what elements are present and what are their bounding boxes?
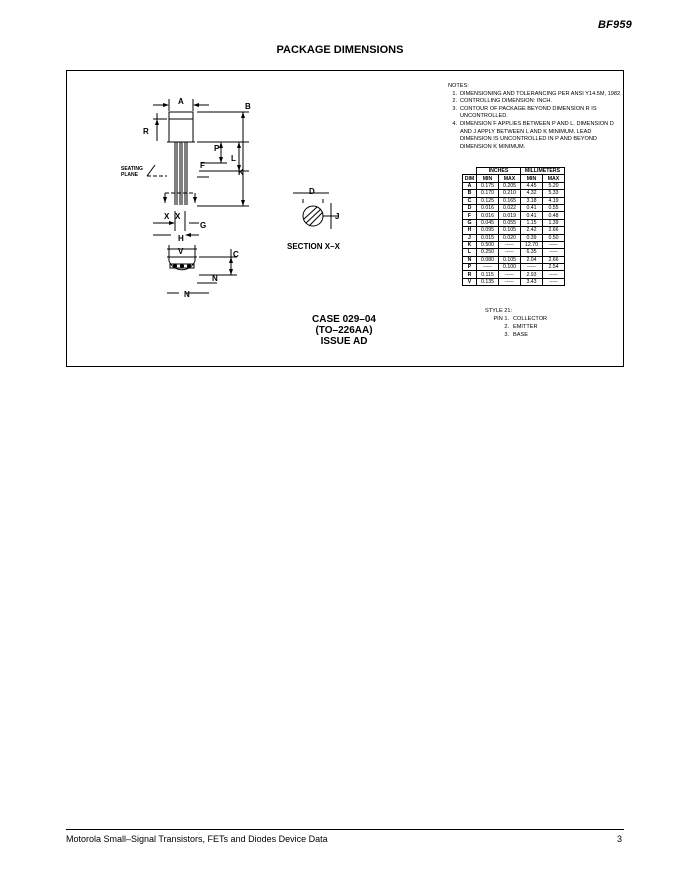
value-cell: 0.210: [499, 190, 521, 197]
value-cell: 1.39: [543, 219, 565, 226]
value-cell: 0.055: [499, 219, 521, 226]
value-cell: 0.015: [477, 234, 499, 241]
note-item: [448, 106, 623, 121]
dim-cell: P: [463, 264, 477, 271]
value-cell: 2.93: [521, 271, 543, 278]
table-row: [463, 190, 565, 197]
value-cell: -----: [543, 271, 565, 278]
dim-label-j: J: [335, 212, 340, 221]
column-header: MIN: [521, 175, 543, 182]
value-cell: -----: [499, 241, 521, 248]
value-cell: 0.39: [521, 234, 543, 241]
value-cell: 0.095: [477, 227, 499, 234]
dim-label-f: F: [200, 161, 205, 170]
note-number: 2.: [452, 98, 457, 105]
pin-style-block: [485, 307, 547, 339]
value-cell: 4.19: [543, 197, 565, 204]
pin-name: EMITTER: [513, 324, 538, 330]
table-row: [463, 182, 565, 189]
dim-cell: J: [463, 234, 477, 241]
pin-style-heading: STYLE 21:: [485, 308, 513, 314]
value-cell: 0.165: [499, 197, 521, 204]
value-cell: 4.32: [521, 190, 543, 197]
case-designation: [279, 314, 409, 347]
pin-number: PIN 1.: [493, 316, 509, 322]
footer-text: Motorola Small–Signal Transistors, FETs and Diodes Device Data: [66, 834, 328, 844]
value-cell: -----: [543, 278, 565, 285]
value-cell: 0.080: [477, 256, 499, 263]
value-cell: 0.022: [499, 204, 521, 211]
dim-label-g: G: [200, 221, 207, 230]
value-cell: 0.020: [499, 234, 521, 241]
value-cell: 0.135: [477, 278, 499, 285]
value-cell: 4.45: [521, 182, 543, 189]
note-text: CONTROLLING DIMENSION: INCH.: [460, 98, 552, 105]
case-number: CASE 029–04: [312, 314, 376, 325]
dim-label-k: K: [238, 168, 244, 177]
package-drawing-frame: [66, 70, 624, 367]
dim-cell: N: [463, 256, 477, 263]
dim-label-x1: X: [164, 212, 170, 221]
section-xx-label: SECTION X–X: [287, 242, 340, 251]
value-cell: 0.500: [477, 241, 499, 248]
value-cell: 0.41: [521, 204, 543, 211]
pin-row: [485, 323, 547, 331]
note-text: DIMENSIONING AND TOLERANCING PER ANSI Y14.5M, 1982.: [460, 90, 622, 97]
note-item: [448, 98, 623, 106]
dim-label-n2: N: [184, 290, 190, 299]
dim-label-v: V: [178, 247, 184, 256]
dimension-table: [462, 167, 565, 286]
dim-cell: C: [463, 197, 477, 204]
pin-name: BASE: [513, 332, 528, 338]
note-number: 1.: [452, 90, 457, 97]
footer-rule: [66, 829, 624, 830]
column-header: DIM: [463, 175, 477, 182]
value-cell: 2.42: [521, 227, 543, 234]
dim-cell: V: [463, 278, 477, 285]
dim-cell: R: [463, 271, 477, 278]
dim-label-n1: N: [212, 274, 218, 283]
pin-row: [485, 315, 547, 323]
case-package: (TO–226AA): [315, 325, 373, 336]
dim-label-b: B: [245, 102, 251, 111]
value-cell: 3.18: [521, 197, 543, 204]
value-cell: 0.115: [477, 271, 499, 278]
note-number: 4.: [452, 120, 457, 127]
note-number: 3.: [452, 105, 457, 112]
dim-label-p: P: [214, 144, 220, 153]
table-row: [463, 264, 565, 271]
value-cell: -----: [543, 249, 565, 256]
dimension-table-body: [463, 182, 565, 285]
note-text: CONTOUR OF PACKAGE BEYOND DIMENSION R IS UNCONTROLLED.: [460, 105, 597, 120]
value-cell: -----: [499, 278, 521, 285]
value-cell: 0.105: [499, 256, 521, 263]
value-cell: 2.66: [543, 227, 565, 234]
value-cell: 0.100: [499, 264, 521, 271]
value-cell: 0.205: [499, 182, 521, 189]
value-cell: 0.105: [499, 227, 521, 234]
value-cell: -----: [499, 271, 521, 278]
table-corner: [463, 168, 477, 175]
value-cell: 0.019: [499, 212, 521, 219]
dim-label-h: H: [178, 234, 184, 243]
table-row: [463, 212, 565, 219]
group-header-millimeters: MILLIMETERS: [521, 168, 565, 175]
part-number: BF959: [597, 19, 632, 31]
column-header: MAX: [499, 175, 521, 182]
value-cell: 12.70: [521, 241, 543, 248]
column-header: MIN: [477, 175, 499, 182]
value-cell: 0.016: [477, 204, 499, 211]
value-cell: 3.43: [521, 278, 543, 285]
value-cell: -----: [543, 241, 565, 248]
note-item: [448, 91, 623, 99]
dim-cell: A: [463, 182, 477, 189]
table-row: [463, 197, 565, 204]
pin-number: 3.: [504, 332, 509, 338]
section-title: PACKAGE DIMENSIONS: [276, 44, 404, 56]
pin-number: 2.: [504, 324, 509, 330]
group-header-inches: INCHES: [477, 168, 521, 175]
value-cell: 1.15: [521, 219, 543, 226]
dim-label-r: R: [143, 127, 149, 136]
value-cell: 0.50: [543, 234, 565, 241]
value-cell: 2.54: [543, 264, 565, 271]
value-cell: 2.66: [543, 256, 565, 263]
table-row: [463, 256, 565, 263]
dim-label-c: C: [233, 250, 239, 259]
value-cell: 5.33: [543, 190, 565, 197]
value-cell: -----: [477, 264, 499, 271]
table-row: [463, 227, 565, 234]
value-cell: 0.48: [543, 212, 565, 219]
page-number: 3: [616, 834, 622, 844]
value-cell: 0.016: [477, 212, 499, 219]
column-header: MAX: [543, 175, 565, 182]
pin-name: COLLECTOR: [513, 316, 548, 322]
value-cell: 0.175: [477, 182, 499, 189]
value-cell: 6.35: [521, 249, 543, 256]
table-row: [463, 219, 565, 226]
value-cell: 0.125: [477, 197, 499, 204]
note-item: [448, 121, 623, 151]
note-text: DIMENSION F APPLIES BETWEEN P AND L. DIMENSION D AND J APPLY BETWEEN L AND K MINIMUM. LEAD DIMENSION IS UNCONTROLLED IN P AND BEYOND DIMENSION K MINIMUM.: [460, 120, 614, 150]
value-cell: 2.04: [521, 256, 543, 263]
dim-label-a: A: [178, 97, 184, 106]
table-row: [463, 241, 565, 248]
dim-cell: K: [463, 241, 477, 248]
table-row: [463, 278, 565, 285]
notes-block: [448, 83, 623, 151]
table-row: [463, 249, 565, 256]
value-cell: 0.250: [477, 249, 499, 256]
dim-cell: H: [463, 227, 477, 234]
dim-label-x2: X: [175, 212, 181, 221]
value-cell: 0.55: [543, 204, 565, 211]
table-row: [463, 204, 565, 211]
value-cell: 0.045: [477, 219, 499, 226]
seating-plane-label-1: SEATING: [121, 166, 143, 172]
table-row: [463, 234, 565, 241]
pin-row: [485, 331, 547, 339]
dim-cell: G: [463, 219, 477, 226]
dim-label-d: D: [309, 187, 315, 196]
case-issue: ISSUE AD: [320, 336, 368, 347]
dim-cell: D: [463, 204, 477, 211]
notes-heading: NOTES:: [448, 83, 469, 89]
dim-cell: L: [463, 249, 477, 256]
value-cell: 0.41: [521, 212, 543, 219]
value-cell: 0.170: [477, 190, 499, 197]
seating-plane-label-2: PLANE: [121, 172, 138, 178]
dim-cell: B: [463, 190, 477, 197]
value-cell: -----: [499, 249, 521, 256]
table-row: [463, 271, 565, 278]
value-cell: 5.20: [543, 182, 565, 189]
dim-label-l: L: [231, 154, 236, 163]
value-cell: -----: [521, 264, 543, 271]
dim-cell: F: [463, 212, 477, 219]
